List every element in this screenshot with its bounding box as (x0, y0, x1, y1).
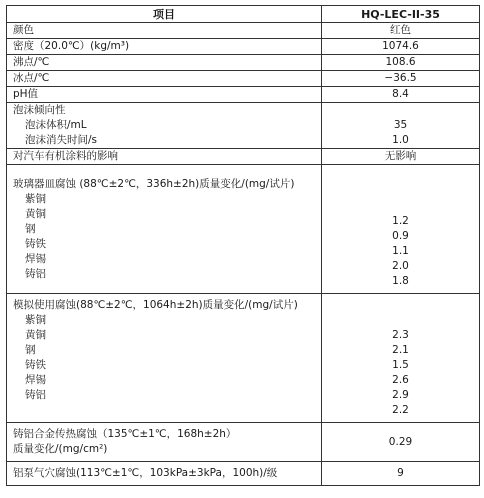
paint-row (7, 149, 480, 165)
foam-values (322, 103, 480, 149)
cavitation-value: 9 (322, 462, 480, 486)
paint-label: 对汽车有机涂料的影响 (7, 149, 322, 165)
metal-value: 2.2 (392, 404, 409, 416)
foam-title: 泡沫倾向性 (13, 104, 66, 116)
row-value: 108.6 (322, 55, 480, 71)
simulated-row (7, 294, 480, 423)
metal-label: 紫铜 (25, 192, 46, 205)
metal-value: 0.9 (392, 230, 409, 242)
metal-label: 铸铝 (25, 389, 46, 401)
row-label: 密度（20.0℃）(kg/m³) (7, 39, 322, 55)
foam-volume-label: 泡沫体积/mL (25, 119, 87, 131)
metal-label: 焊锡 (25, 374, 46, 386)
heat-transfer-row (7, 423, 480, 462)
row-value: 8.4 (322, 87, 480, 103)
foam-time-value: 1.0 (392, 134, 409, 146)
metal-value: 1.1 (392, 245, 409, 257)
glassware-labels (7, 165, 322, 294)
metal-label: 紫铜 (25, 314, 46, 326)
foam-labels (7, 103, 322, 149)
header-item: 项目 (7, 6, 322, 23)
metal-label: 铸铝 (25, 267, 46, 280)
row-label: 冰点/℃ (7, 71, 322, 87)
metal-label: 铸铁 (25, 237, 46, 250)
metal-label: 钢 (25, 222, 36, 235)
foam-row (7, 103, 480, 149)
metal-label: 黄铜 (25, 207, 46, 220)
table-row (7, 55, 480, 71)
metal-value: 1.5 (392, 359, 409, 371)
heat-transfer-label (7, 423, 322, 462)
metal-value: 2.1 (392, 344, 409, 356)
metal-value: 1.2 (392, 215, 409, 227)
simulated-values (322, 294, 480, 423)
row-value: 红色 (322, 23, 480, 39)
heat-transfer-value: 0.29 (322, 423, 480, 462)
glassware-values (322, 165, 480, 294)
row-label: pH值 (7, 87, 322, 103)
simulated-labels (7, 294, 322, 423)
metal-label: 黄铜 (25, 329, 46, 341)
row-label: 颜色 (7, 23, 322, 39)
table-row (7, 39, 480, 55)
metal-value: 1.8 (392, 275, 409, 287)
row-value: 1074.6 (322, 39, 480, 55)
metal-value: 2.6 (392, 374, 409, 386)
row-label: 沸点/℃ (7, 55, 322, 71)
foam-volume-value: 35 (393, 119, 408, 131)
spec-table (6, 5, 480, 486)
metal-value: 2.9 (392, 389, 409, 401)
heat-transfer-line2: 质量变化/(mg/cm²) (13, 443, 108, 455)
cavitation-label: 铝泵气穴腐蚀(113℃±1℃，103kPa±3kPa，100h)/级 (7, 462, 322, 486)
heat-transfer-line1: 铸铝合金传热腐蚀（135℃±1℃，168h±2h） (13, 428, 237, 440)
metal-label: 铸铁 (25, 359, 46, 371)
table-header-row (7, 6, 480, 23)
glassware-title: 玻璃器皿腐蚀 (88℃±2℃，336h±2h)质量变化/(mg/试片) (13, 177, 295, 190)
paint-value: 无影响 (322, 149, 480, 165)
foam-time-label: 泡沫消失时间/s (25, 134, 98, 146)
table-row (7, 23, 480, 39)
row-value: −36.5 (322, 71, 480, 87)
table-row (7, 71, 480, 87)
metal-label: 焊锡 (25, 252, 46, 265)
cavitation-row (7, 462, 480, 486)
metal-value: 2.0 (392, 260, 409, 272)
table-row (7, 87, 480, 103)
header-model: HQ-LEC-II-35 (322, 6, 480, 23)
metal-value: 2.3 (392, 329, 409, 341)
simulated-title: 模拟使用腐蚀(88℃±2℃，1064h±2h)质量变化/(mg/试片) (13, 299, 298, 311)
glassware-row (7, 165, 480, 294)
metal-label: 钢 (25, 344, 36, 356)
